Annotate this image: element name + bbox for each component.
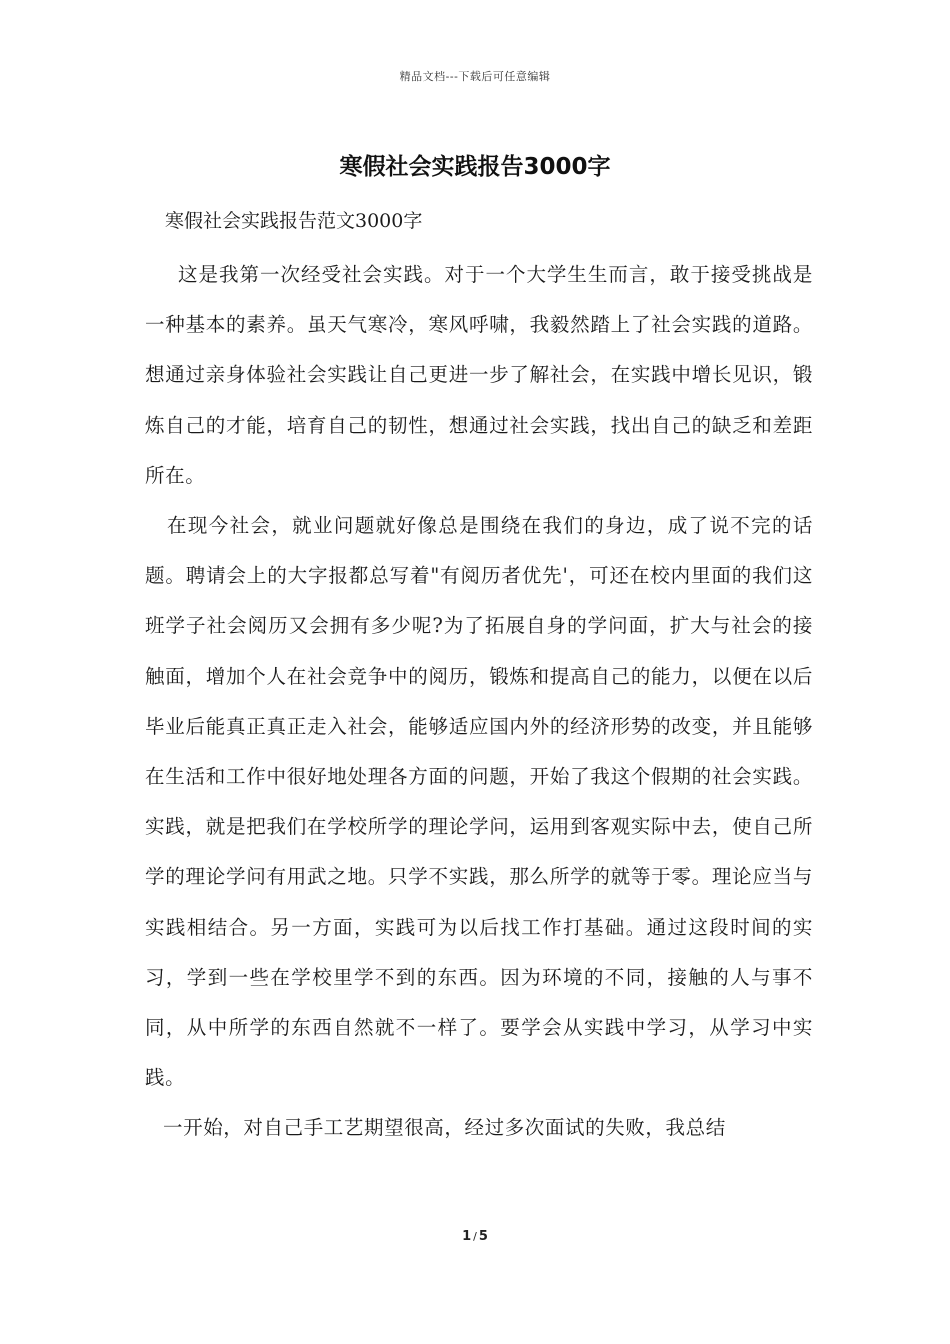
page-total: 5 [478, 1229, 488, 1244]
document-subtitle: 寒假社会实践报告范文3000字 [165, 210, 423, 232]
header-note: 精品文档---下载后可任意编辑 [399, 70, 551, 83]
paragraph: 这是我第一次经受社会实践。对于一个大学生生而言，敢于接受挑战是一种基本的素养。虽天气寒冷，寒风呼啸，我毅然踏上了社会实践的道路。想通过亲身体验社会实践让自己更进一步了解社会，在实践中增长见识，锻炼自己的才能，培育自己的韧性，想通过社会实践，找出自己的缺乏和差距所在。 [145, 263, 813, 487]
paragraph: 在现今社会，就业问题就好像总是围绕在我们的身边，成了说不完的话题。聘请会上的大字报都总写着"有阅历者优先'，可还在校内里面的我们这班学子社会阅历又会拥有多少呢?为了拓展自身的学问面，扩大与社会的接触面，增加个人在社会竞争中的阅历，锻炼和提高自己的能力，以便在以后毕业后能真正真正走入社会，能够适应国内外的经济形势的改变，并且能够在生活和工作中很好地处理各方面的问题，开始了我这个假期的社会实践。实践，就是把我们在学校所学的理论学问，运用到客观实际中去，使自己所学的理论学问有用武之地。只学不实践，那么所学的就等于零。理论应当与实践相结合。另一方面，实践可为以后找工作打基础。通过这段时间的实习，学到一些在学校里学不到的东西。因为环境的不同，接触的人与事不同，从中所学的东西自然就不一样了。要学会从实践中学习，从学习中实践。 [145, 514, 813, 1090]
page-current: 1 [462, 1229, 472, 1244]
paragraph: 一开始，对自己手工艺期望很高，经过多次面试的失败，我总结 [163, 1116, 726, 1140]
page-number [0, 1229, 950, 1244]
page-separator: / [473, 1230, 477, 1243]
document-body [145, 250, 813, 1154]
document-title: 寒假社会实践报告3000字 [339, 154, 611, 180]
